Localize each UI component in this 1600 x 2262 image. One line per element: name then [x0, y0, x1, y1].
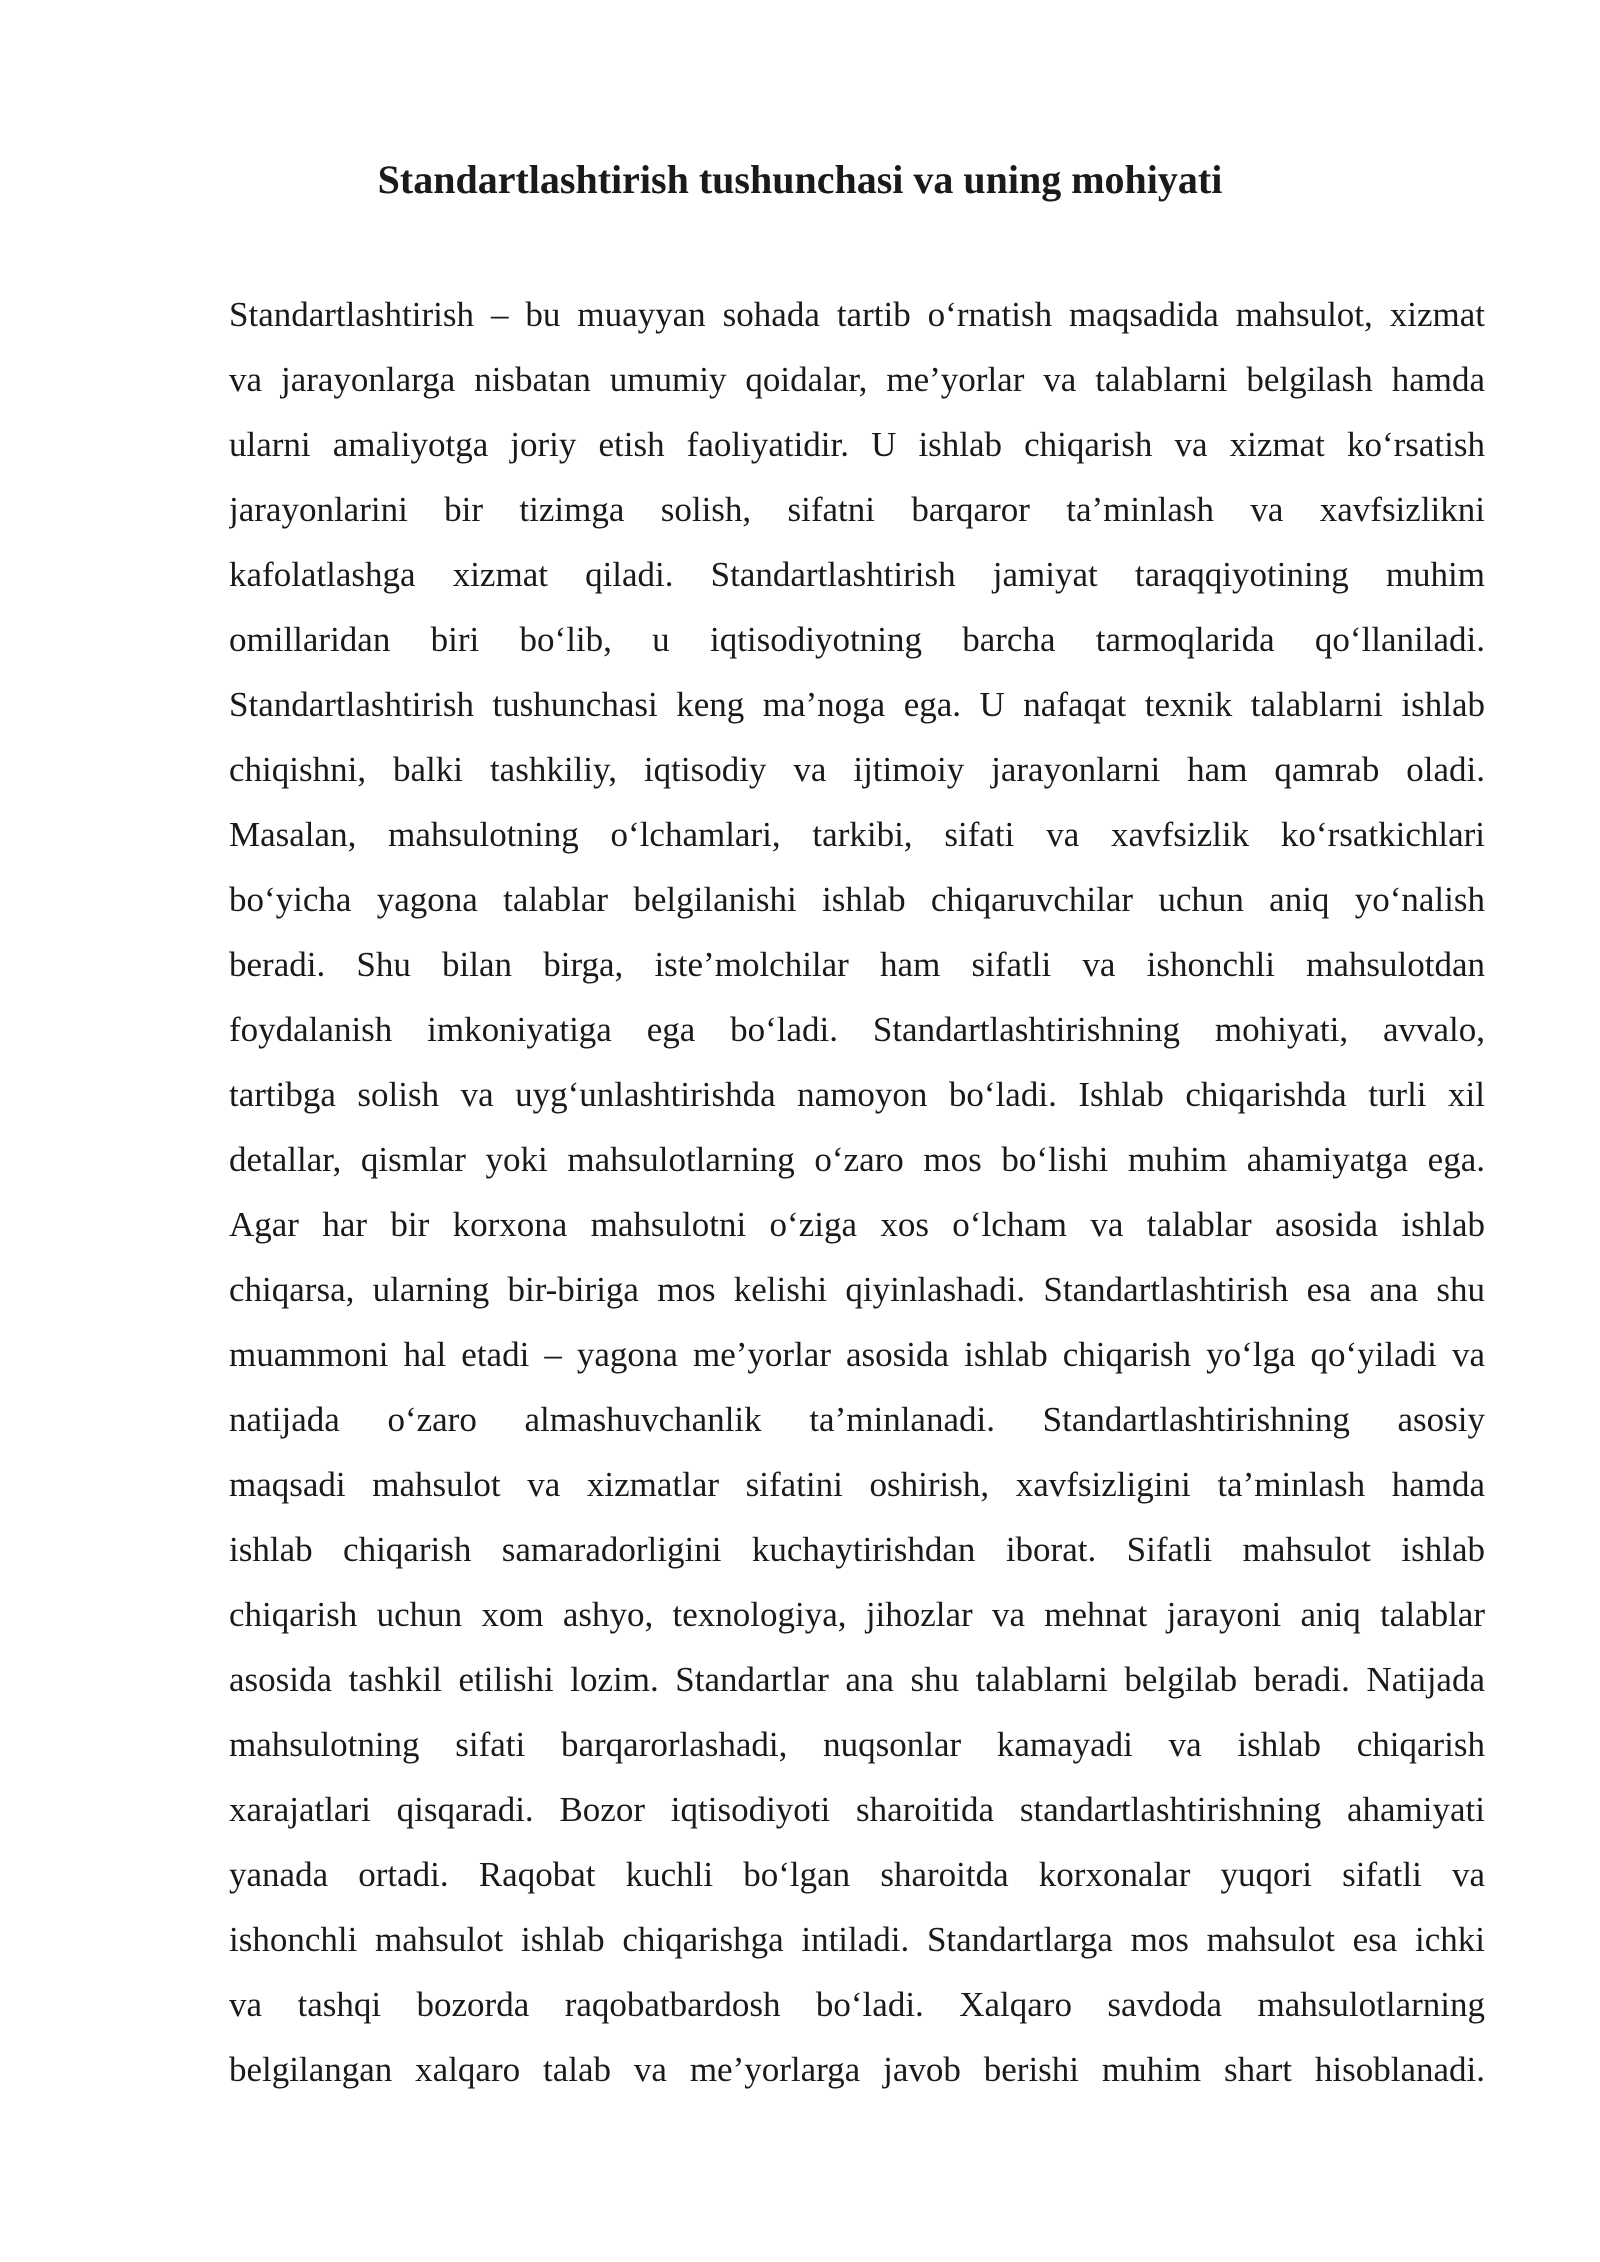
body-line: chiqishni, balki tashkiliy, iqtisodiy va ijtimoiy jarayonlarni ham qamrab oladi.: [229, 750, 1485, 789]
body-line: ishlab chiqarish samaradorligini kuchaytirishdan iborat. Sifatli mahsulot ishlab: [229, 1530, 1485, 1569]
body-line: Standartlashtirish – bu muayyan sohada tartib o‘rnatish maqsadida mahsulot, xizmat: [229, 295, 1485, 334]
document-title: Standartlashtirish tushunchasi va uning mohiyati: [377, 157, 1223, 202]
body-line: maqsadi mahsulot va xizmatlar sifatini oshirish, xavfsizligini ta’minlash hamda: [229, 1465, 1485, 1504]
body-line: muammoni hal etadi – yagona me’yorlar asosida ishlab chiqarish yo‘lga qo‘yiladi va: [229, 1335, 1485, 1374]
body-line: xarajatlari qisqaradi. Bozor iqtisodiyoti sharoitida standartlashtirishning ahamiyati: [229, 1790, 1485, 1829]
body-line: yanada ortadi. Raqobat kuchli bo‘lgan sharoitda korxonalar yuqori sifatli va: [229, 1855, 1485, 1894]
body-line: tartibga solish va uyg‘unlashtirishda namoyon bo‘ladi. Ishlab chiqarishda turli xil: [229, 1075, 1485, 1114]
body-line: bo‘yicha yagona talablar belgilanishi ishlab chiqaruvchilar uchun aniq yo‘nalish: [229, 880, 1485, 919]
body-line: belgilangan xalqaro talab va me’yorlarga javob berishi muhim shart hisoblanadi.: [229, 2050, 1485, 2089]
body-line: va tashqi bozorda raqobatbardosh bo‘ladi. Xalqaro savdoda mahsulotlarning: [229, 1985, 1485, 2024]
body-line: ularni amaliyotga joriy etish faoliyatidir. U ishlab chiqarish va xizmat ko‘rsatish: [229, 425, 1485, 464]
body-line: Standartlashtirish tushunchasi keng ma’noga ega. U nafaqat texnik talablarni ishlab: [229, 685, 1485, 724]
body-line: chiqarish uchun xom ashyo, texnologiya, jihozlar va mehnat jarayoni aniq talablar: [229, 1595, 1485, 1634]
body-line: natijada o‘zaro almashuvchanlik ta’minlanadi. Standartlashtirishning asosiy: [229, 1400, 1485, 1439]
body-line: ishonchli mahsulot ishlab chiqarishga intiladi. Standartlarga mos mahsulot esa ichki: [229, 1920, 1485, 1959]
body-line: omillaridan biri bo‘lib, u iqtisodiyotning barcha tarmoqlarida qo‘llaniladi.: [229, 620, 1485, 659]
body-line: chiqarsa, ularning bir-biriga mos kelishi qiyinlashadi. Standartlashtirish esa ana shu: [229, 1270, 1485, 1309]
body-line: Agar har bir korxona mahsulotni o‘ziga xos o‘lcham va talablar asosida ishlab: [229, 1205, 1485, 1244]
body-line: foydalanish imkoniyatiga ega bo‘ladi. Standartlashtirishning mohiyati, avvalo,: [229, 1010, 1485, 1049]
body-line: kafolatlashga xizmat qiladi. Standartlashtirish jamiyat taraqqiyotining muhim: [229, 555, 1485, 594]
body-line: beradi. Shu bilan birga, iste’molchilar ham sifatli va ishonchli mahsulotdan: [229, 945, 1485, 984]
body-line: va jarayonlarga nisbatan umumiy qoidalar, me’yorlar va talablarni belgilash hamda: [229, 360, 1485, 399]
body-line: jarayonlarini bir tizimga solish, sifatni barqaror ta’minlash va xavfsizlikni: [229, 490, 1485, 529]
document-body: [229, 282, 1485, 2102]
body-line: asosida tashkil etilishi lozim. Standartlar ana shu talablarni belgilab beradi. Natijada: [229, 1660, 1485, 1699]
body-line: detallar, qismlar yoki mahsulotlarning o‘zaro mos bo‘lishi muhim ahamiyatga ega.: [229, 1140, 1485, 1179]
body-line: Masalan, mahsulotning o‘lchamlari, tarkibi, sifati va xavfsizlik ko‘rsatkichlari: [229, 815, 1485, 854]
body-line: mahsulotning sifati barqarorlashadi, nuqsonlar kamayadi va ishlab chiqarish: [229, 1725, 1485, 1764]
